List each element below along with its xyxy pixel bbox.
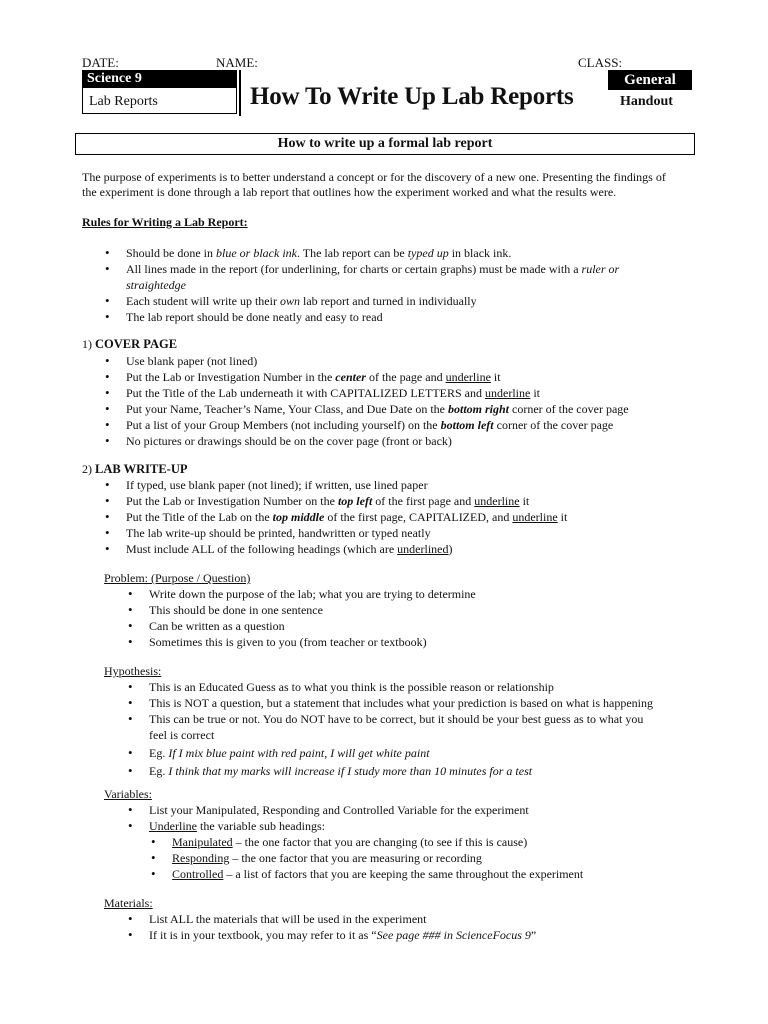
list-item: • Put your Name, Teacher’s Name, Your Class, and Due Date on the bottom right corner of the cover page (126, 401, 686, 417)
problem-list (149, 586, 689, 650)
list-item: • Underline the variable sub headings: (149, 818, 709, 834)
list-item: • Eg. I think that my marks will increase if I study more than 10 minutes for a test (149, 763, 709, 779)
list-item: • List your Manipulated, Responding and Controlled Variable for the experiment (149, 802, 709, 818)
writeup-heading: 2) LAB WRITE-UP (82, 462, 188, 476)
list-item: • Should be done in blue or black ink. The lab report can be typed up in black ink. (126, 245, 686, 261)
list-item: • This should be done in one sentence (149, 602, 689, 618)
list-item: • Put a list of your Group Members (not including yourself) on the bottom left corner of the cover page (126, 417, 686, 433)
list-item: • If typed, use blank paper (not lined); if written, use lined paper (126, 477, 686, 493)
name-label: NAME: (216, 55, 258, 70)
subtitle-box (75, 133, 695, 155)
cover-heading: 1) COVER PAGE (82, 337, 178, 351)
list-item: • This is NOT a question, but a statement that includes what your prediction is based on what is happening (149, 695, 709, 711)
level-badge (608, 70, 692, 90)
list-item: • The lab write-up should be printed, handwritten or typed neatly (126, 525, 686, 541)
list-item: • No pictures or drawings should be on the cover page (front or back) (126, 433, 686, 449)
variables-list (149, 802, 709, 834)
course-text: Science 9 (87, 71, 142, 86)
materials-list (149, 911, 709, 943)
list-item: • Each student will write up their own lab report and turned in individually (126, 293, 686, 309)
list-item: • Manipulated – the one factor that you are changing (to see if this is cause) (172, 834, 712, 850)
list-item: • Sometimes this is given to you (from teacher or textbook) (149, 634, 689, 650)
course-badge (82, 70, 237, 88)
hypothesis-list (149, 679, 709, 779)
list-item: • Use blank paper (not lined) (126, 353, 686, 369)
level-text: General (624, 72, 676, 88)
problem-heading: Problem: (Purpose / Question) (104, 571, 251, 585)
materials-heading: Materials: (104, 896, 153, 910)
subtitle-text: How to write up a formal lab report (277, 136, 493, 151)
intro-paragraph: The purpose of experiments is to better understand a concept or for the discovery of a new one. Presenting the findings of the experiment is done through a lab report that outlines how the experiment worked and what the results were. (82, 170, 666, 199)
list-item: • This can be true or not. You do NOT have to be correct, but it should be your best guess as to what you feel is correct (149, 711, 709, 743)
rules-heading: Rules for Writing a Lab Report: (82, 215, 248, 229)
list-item: • All lines made in the report (for underlining, for charts or certain graphs) must be made with a ruler or straightedge (126, 261, 686, 293)
list-item: • Put the Lab or Investigation Number in the center of the page and underline it (126, 369, 686, 385)
list-item: • Eg. If I mix blue paint with red paint, I will get white paint (149, 745, 709, 761)
list-item: • Put the Title of the Lab underneath it with CAPITALIZED LETTERS and underline it (126, 385, 686, 401)
page-title: How To Write Up Lab Reports (250, 83, 574, 110)
list-item: • Can be written as a question (149, 618, 689, 634)
hypothesis-heading: Hypothesis: (104, 664, 162, 678)
cover-list (126, 353, 686, 449)
date-label: DATE: (82, 55, 119, 70)
list-item: • List ALL the materials that will be used in the experiment (149, 911, 709, 927)
rules-list (126, 245, 686, 325)
list-item: • Put the Title of the Lab on the top middle of the first page, CAPITALIZED, and underline it (126, 509, 686, 525)
list-item: • Put the Lab or Investigation Number on the top left of the first page and underline it (126, 493, 686, 509)
list-item: • Write down the purpose of the lab; what you are trying to determine (149, 586, 689, 602)
list-item: • Controlled – a list of factors that you are keeping the same throughout the experiment (172, 866, 712, 882)
list-item: • The lab report should be done neatly and easy to read (126, 309, 686, 325)
header-divider (239, 70, 241, 116)
writeup-list (126, 477, 686, 557)
list-item: • Must include ALL of the following headings (which are underlined) (126, 541, 686, 557)
list-item: • This is an Educated Guess as to what you think is the possible reason or relationship (149, 679, 709, 695)
unit-text: Lab Reports (89, 94, 158, 109)
variables-sublist (172, 834, 712, 882)
list-item: • If it is in your textbook, you may refer to it as “See page ### in ScienceFocus 9” (149, 927, 709, 943)
list-item: • Responding – the one factor that you are measuring or recording (172, 850, 712, 866)
doc-type: Handout (620, 94, 673, 109)
class-label: CLASS: (578, 55, 623, 70)
variables-heading: Variables: (104, 787, 152, 801)
